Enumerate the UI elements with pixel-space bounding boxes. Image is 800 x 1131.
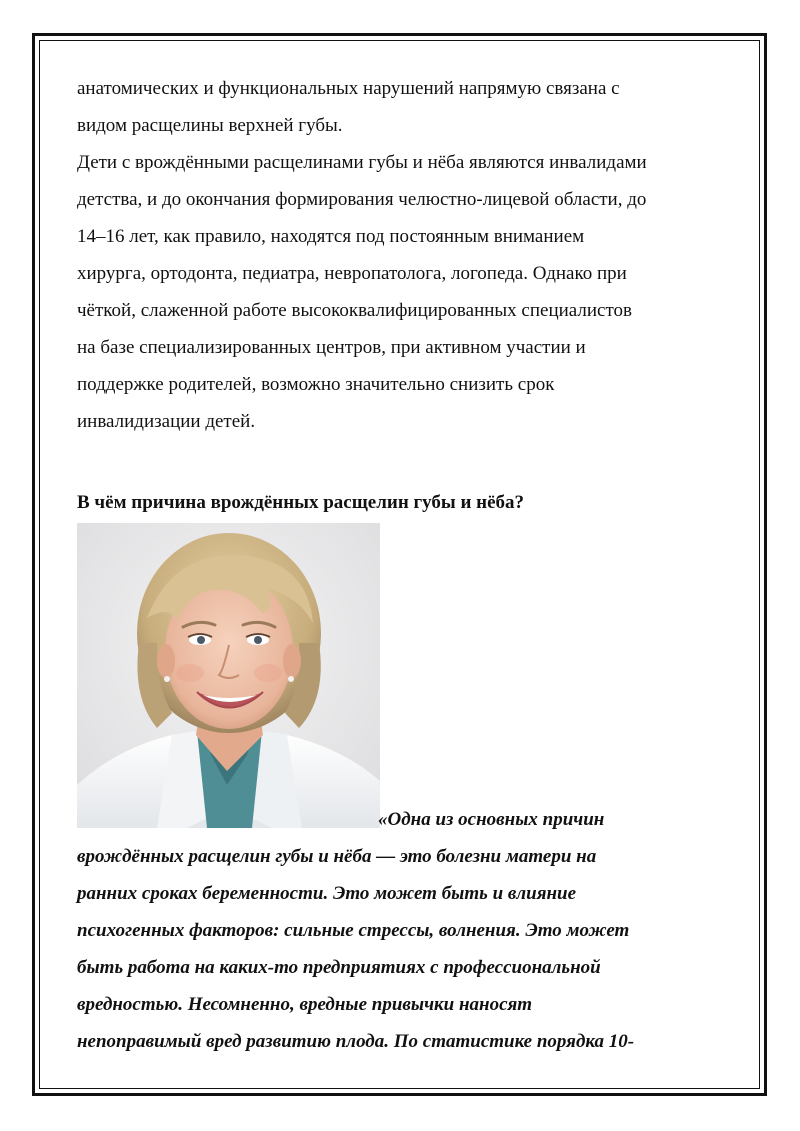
text-line: инвалидизации детей. xyxy=(77,411,256,432)
quote-text xyxy=(77,801,737,1060)
quote-line: ранних сроках беременности. Это может быть и влияние xyxy=(77,883,577,904)
text-line: чёткой, слаженной работе высококвалифицированных специалистов xyxy=(77,300,633,321)
paragraph-1 xyxy=(77,70,727,144)
quote-line: вредностью. Несомненно, вредные привычки наносят xyxy=(77,994,533,1015)
text-line: Дети с врождёнными расщелинами губы и нёба являются инвалидами xyxy=(77,152,647,173)
text-line: поддержке родителей, возможно значительно снизить срок xyxy=(77,374,555,395)
text-line: анатомических и функциональных нарушений напрямую связана с xyxy=(77,78,620,99)
text-line: хирурга, ортодонта, педиатра, невропатолога, логопеда. Однако при xyxy=(77,263,627,284)
quote-line: «Одна из основных причин xyxy=(378,809,605,830)
text-line: на базе специализированных центров, при активном участии и xyxy=(77,337,586,358)
quote-line: непоправимый вред развитию плода. По статистике порядка 10- xyxy=(77,1031,635,1052)
text-line: детства, и до окончания формирования челюстно-лицевой области, до xyxy=(77,189,647,210)
quote-line: быть работа на каких-то предприятиях с профессиональной xyxy=(77,957,601,978)
paragraph-2 xyxy=(77,144,727,440)
body-text xyxy=(77,70,727,440)
text-line: 14–16 лет, как правило, находятся под постоянным вниманием xyxy=(77,226,585,247)
section-heading: В чём причина врождённых расщелин губы и нёба? xyxy=(77,492,525,513)
text-line: видом расщелины верхней губы. xyxy=(77,115,343,136)
doctor-portrait-photo xyxy=(77,523,380,828)
quote-line: психогенных факторов: сильные стрессы, волнения. Это может xyxy=(77,920,630,941)
quote-line: врождённых расщелин губы и нёба — это болезни матери на xyxy=(77,846,597,867)
